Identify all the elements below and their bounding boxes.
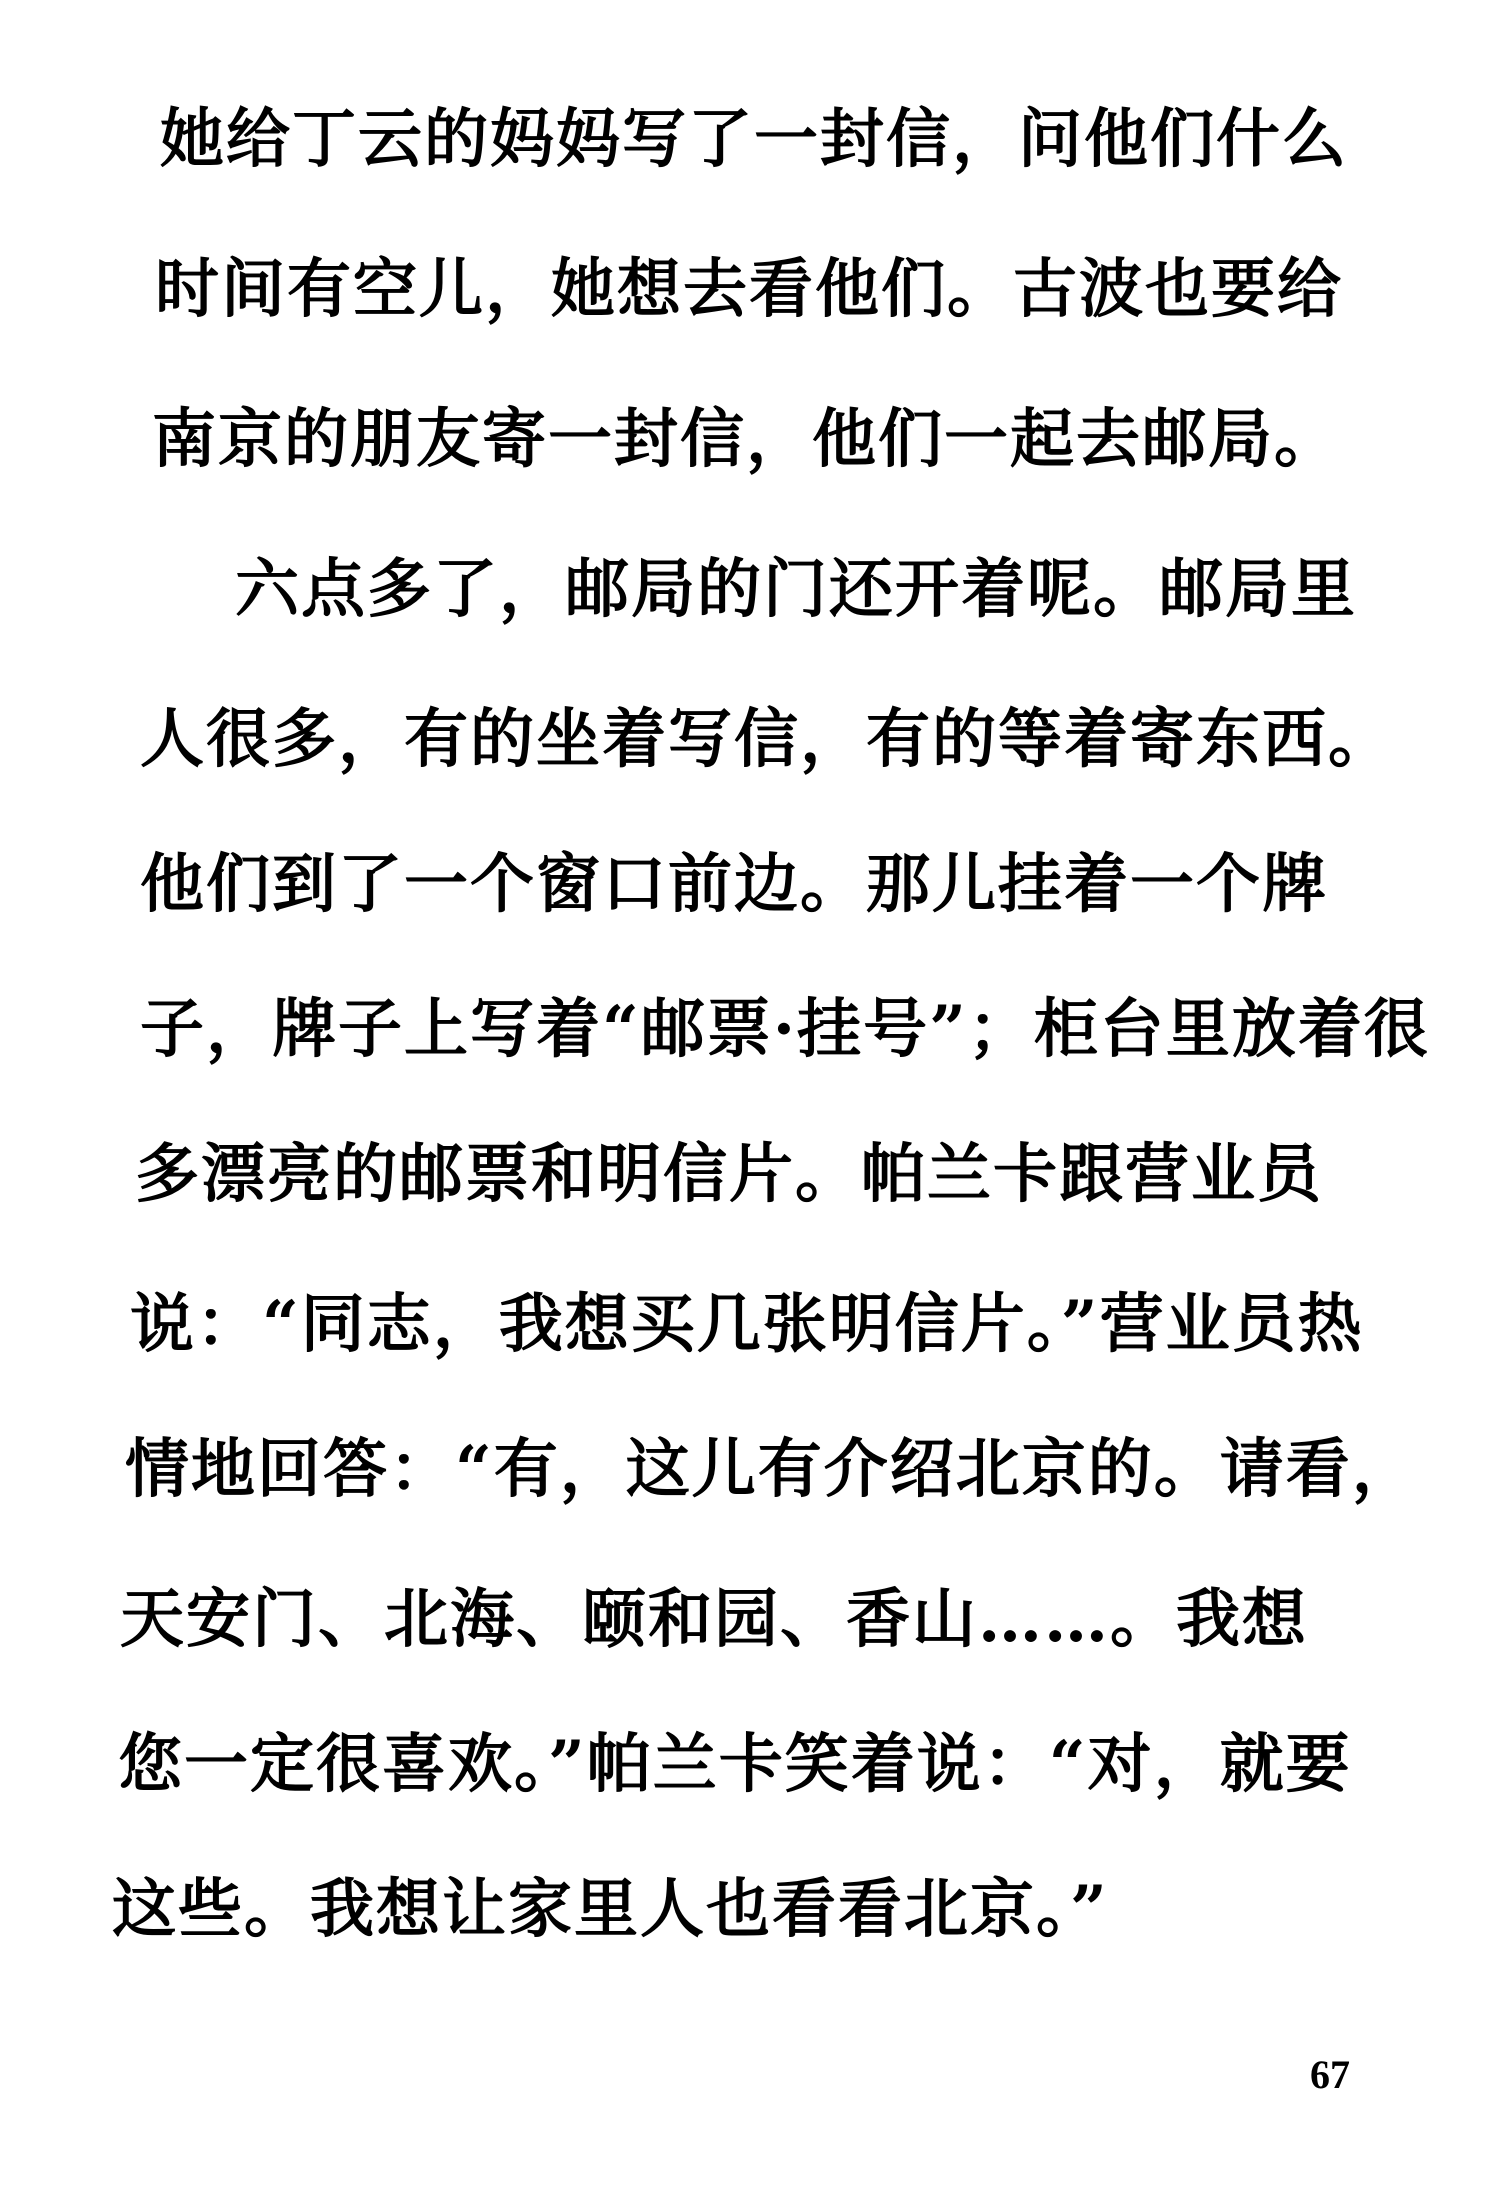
text-line-6: 他们到了一个窗口前边。那儿挂着一个牌 — [140, 847, 1328, 922]
text-line-1: 她给丁云的妈妈写了一封信，问他们什么 — [160, 102, 1348, 177]
text-line-4: 六点多了，邮局的门还开着呢。邮局里 — [235, 552, 1357, 627]
text-line-8: 多漂亮的邮票和明信片。帕兰卡跟营业员 — [135, 1137, 1323, 1212]
text-line-11: 天安门、北海、颐和园、香山……。我想 — [120, 1582, 1308, 1657]
text-line-7: 子，牌子上写着“邮票·挂号”；柜台里放着很 — [140, 992, 1430, 1067]
text-line-3: 南京的朋友寄一封信，他们一起去邮局。 — [152, 402, 1340, 477]
text-line-13: 这些。我想让家里人也看看北京。” — [112, 1872, 1109, 1947]
text-line-9: 说：“同志，我想买几张明信片。”营业员热 — [130, 1287, 1364, 1362]
text-line-10: 情地回答：“有，这儿有介绍北京的。请看， — [125, 1432, 1418, 1507]
text-line-2: 时间有空儿，她想去看他们。古波也要给 — [155, 252, 1343, 327]
text-line-5: 人很多，有的坐着写信，有的等着寄东西。 — [140, 702, 1394, 777]
page-number: 67 — [1310, 2052, 1350, 2097]
text-line-12: 您一定很喜欢。”帕兰卡笑着说：“对，就要 — [118, 1727, 1352, 1802]
